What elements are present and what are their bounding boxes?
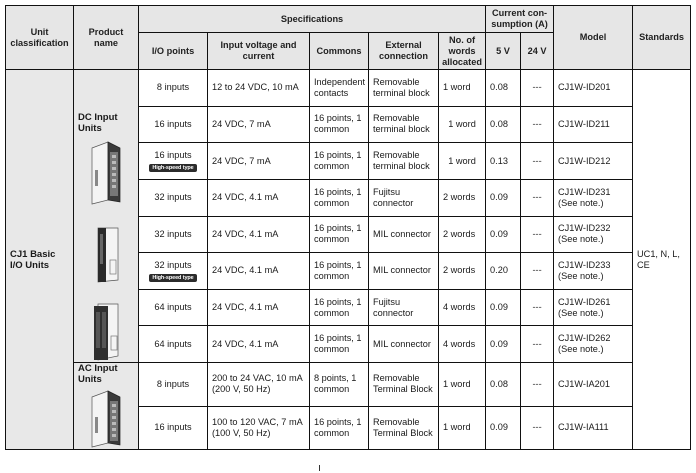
current-24v-cell: --- <box>521 253 554 290</box>
model-number: CJ1W-IA111 <box>558 422 609 433</box>
header-current-consumption: Current con-sumption (A) <box>486 6 554 33</box>
dc-module-highspeed-image <box>86 298 126 362</box>
input-voltage-cell: 24 VDC, 7 mA <box>208 143 310 180</box>
words-allocated-cell: 2 words <box>439 179 486 216</box>
current-24v-cell: --- <box>521 289 554 326</box>
io-points-cell <box>139 143 208 180</box>
io-points-cell: 32 inputs <box>139 216 208 253</box>
header-standards: Standards <box>633 6 691 70</box>
words-allocated-cell: 1 word <box>439 363 486 407</box>
io-points-cell: 64 inputs <box>139 326 208 363</box>
commons-cell: 16 points, 1 common <box>310 253 369 290</box>
model-cell <box>554 253 633 290</box>
external-connection-cell: Removable terminal block <box>369 70 439 107</box>
current-5v-cell: 0.20 <box>486 253 521 290</box>
model-cell <box>554 289 633 326</box>
header-io-points: I/O points <box>139 33 208 70</box>
commons-cell: 16 points, 1 common <box>310 289 369 326</box>
model-cell <box>554 179 633 216</box>
commons-cell: 8 points, 1 common <box>310 363 369 407</box>
header-external-connection: External connection <box>369 33 439 70</box>
product-dc-input-units <box>74 70 139 363</box>
model-number: CJ1W-ID233 <box>558 259 611 270</box>
product-name-ac: AC Input Units <box>78 363 118 385</box>
model-number: CJ1W-ID262 <box>558 333 611 344</box>
input-voltage-cell: 24 VDC, 4.1 mA <box>208 216 310 253</box>
model-note: (See note.) <box>558 234 604 245</box>
io-points-cell <box>139 253 208 290</box>
current-24v-cell: --- <box>521 406 554 450</box>
model-number: CJ1W-IA201 <box>558 378 610 389</box>
header-specifications: Specifications <box>139 6 486 33</box>
product-name-dc: DC Input Units <box>78 112 118 134</box>
specifications-table <box>5 5 691 450</box>
model-note: (See note.) <box>558 344 604 355</box>
external-connection-cell: Removable Terminal Block <box>369 406 439 450</box>
model-cell <box>554 143 633 180</box>
current-24v-cell: --- <box>521 106 554 143</box>
current-5v-cell: 0.13 <box>486 143 521 180</box>
words-allocated-cell: 4 words <box>439 326 486 363</box>
current-5v-cell: 0.09 <box>486 326 521 363</box>
model-note: (See note.) <box>558 307 604 318</box>
current-24v-cell: --- <box>521 216 554 253</box>
io-points-value: 32 inputs <box>154 259 192 270</box>
commons-cell: 16 points, 1 common <box>310 326 369 363</box>
model-number: CJ1W-ID261 <box>558 296 611 307</box>
model-cell <box>554 363 633 407</box>
current-5v-cell: 0.09 <box>486 289 521 326</box>
current-5v-cell: 0.09 <box>486 179 521 216</box>
current-24v-cell: --- <box>521 70 554 107</box>
table-row <box>6 363 691 407</box>
external-connection-cell: MIL connector <box>369 326 439 363</box>
current-24v-cell: --- <box>521 363 554 407</box>
current-5v-cell: 0.08 <box>486 363 521 407</box>
input-voltage-cell: 24 VDC, 7 mA <box>208 106 310 143</box>
model-note: (See note.) <box>558 197 604 208</box>
header-words-allocated: No. of words allocated <box>439 33 486 70</box>
input-voltage-cell: 12 to 24 VDC, 10 mA <box>208 70 310 107</box>
words-allocated-cell: 1 word <box>439 106 486 143</box>
current-5v-cell: 0.08 <box>486 106 521 143</box>
words-allocated-cell: 2 words <box>439 216 486 253</box>
input-voltage-cell: 200 to 24 VAC, 10 mA (200 V, 50 Hz) <box>208 363 310 407</box>
external-connection-cell: Removable terminal block <box>369 143 439 180</box>
input-voltage-cell: 24 VDC, 4.1 mA <box>208 179 310 216</box>
header-model: Model <box>554 6 633 70</box>
table-row <box>6 70 691 107</box>
commons-cell: 16 points, 1 common <box>310 143 369 180</box>
dc-module-connector-image <box>86 224 126 284</box>
current-24v-cell: --- <box>521 326 554 363</box>
model-number: CJ1W-ID211 <box>558 118 610 129</box>
words-allocated-cell: 2 words <box>439 253 486 290</box>
high-speed-type-badge: High-speed type <box>149 274 196 282</box>
model-number: CJ1W-ID232 <box>558 223 611 234</box>
header-input-voltage: Input voltage and current <box>208 33 310 70</box>
unit-classification-cell: CJ1 Basic I/O Units <box>6 70 74 450</box>
input-voltage-cell: 24 VDC, 4.1 mA <box>208 326 310 363</box>
ac-module-terminal-image <box>86 389 126 449</box>
current-5v-cell: 0.09 <box>486 406 521 450</box>
dc-module-terminal-image <box>86 140 126 206</box>
commons-cell: Independent contacts <box>310 70 369 107</box>
high-speed-type-badge: High-speed type <box>149 164 196 172</box>
header-commons: Commons <box>310 33 369 70</box>
words-allocated-cell: 1 word <box>439 406 486 450</box>
io-points-cell: 8 inputs <box>139 70 208 107</box>
external-connection-cell: MIL connector <box>369 253 439 290</box>
header-unit-classification: Unit classification <box>6 6 74 70</box>
words-allocated-cell: 4 words <box>439 289 486 326</box>
header-5v: 5 V <box>486 33 521 70</box>
words-allocated-cell: 1 word <box>439 70 486 107</box>
current-5v-cell: 0.08 <box>486 70 521 107</box>
external-connection-cell: MIL connector <box>369 216 439 253</box>
model-number: CJ1W-ID201 <box>558 82 611 93</box>
model-cell <box>554 70 633 107</box>
model-cell <box>554 106 633 143</box>
io-points-value: 16 inputs <box>154 150 192 161</box>
words-allocated-cell: 1 word <box>439 143 486 180</box>
io-points-cell: 32 inputs <box>139 179 208 216</box>
model-cell <box>554 326 633 363</box>
standards-cell: UC1, N, L, CE <box>633 70 691 450</box>
external-connection-cell: Removable terminal block <box>369 106 439 143</box>
model-number: CJ1W-ID231 <box>558 186 611 197</box>
current-5v-cell: 0.09 <box>486 216 521 253</box>
header-24v: 24 V <box>521 33 554 70</box>
external-connection-cell: Fujitsu connector <box>369 289 439 326</box>
input-voltage-cell: 24 VDC, 4.1 mA <box>208 289 310 326</box>
page-tick-mark <box>319 465 320 471</box>
header-product-name: Product name <box>74 6 139 70</box>
commons-cell: 16 points, 1 common <box>310 406 369 450</box>
external-connection-cell: Removable Terminal Block <box>369 363 439 407</box>
current-24v-cell: --- <box>521 143 554 180</box>
io-points-cell: 16 inputs <box>139 106 208 143</box>
io-points-cell: 16 inputs <box>139 406 208 450</box>
product-ac-input-units <box>74 363 139 450</box>
io-points-cell: 64 inputs <box>139 289 208 326</box>
commons-cell: 16 points, 1 common <box>310 179 369 216</box>
input-voltage-cell: 100 to 120 VAC, 7 mA (100 V, 50 Hz) <box>208 406 310 450</box>
model-note: (See note.) <box>558 270 604 281</box>
input-voltage-cell: 24 VDC, 4.1 mA <box>208 253 310 290</box>
current-24v-cell: --- <box>521 179 554 216</box>
io-points-cell: 8 inputs <box>139 363 208 407</box>
external-connection-cell: Fujitsu connector <box>369 179 439 216</box>
commons-cell: 16 points, 1 common <box>310 106 369 143</box>
model-cell <box>554 406 633 450</box>
model-number: CJ1W-ID212 <box>558 155 611 166</box>
commons-cell: 16 points, 1 common <box>310 216 369 253</box>
model-cell <box>554 216 633 253</box>
